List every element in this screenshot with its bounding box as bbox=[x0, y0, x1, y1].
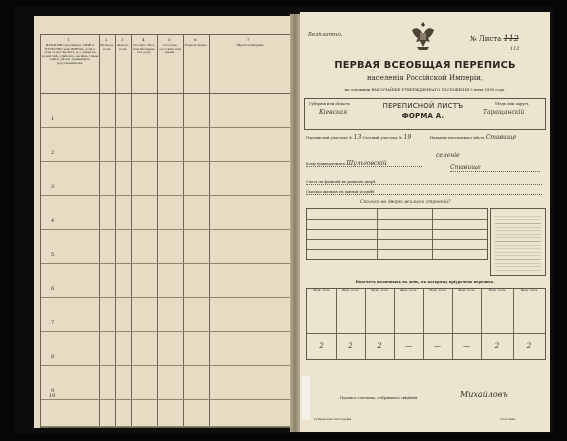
table-row bbox=[41, 252, 291, 264]
row-number: 8 bbox=[51, 354, 55, 360]
summary-col-header: Муж. полъ bbox=[423, 289, 453, 334]
column-label: Вѣроисповѣданіе bbox=[236, 43, 264, 47]
row-number: 2 bbox=[51, 150, 55, 156]
column-label: Родной языкъ. bbox=[184, 43, 208, 47]
section-value: 19 bbox=[403, 134, 412, 141]
summary-value: 2 bbox=[365, 333, 395, 359]
census-basis: на основаніи ВЫСОЧАЙШЕ УТВЕРЖДЕННАГО ПОЛОЖЕНІЯ 5 іюня 1895 года. bbox=[344, 87, 506, 92]
column-number: 7 bbox=[247, 37, 250, 42]
sheet-number-crossed: 112 bbox=[503, 34, 519, 43]
summary-title: Подсчетъ наличныхъ въ день, къ которому пріурочена перепись. bbox=[355, 280, 495, 284]
sheet-number: 112 bbox=[510, 46, 520, 52]
notes-box bbox=[490, 208, 546, 276]
uezd-value: Таращанскій bbox=[483, 109, 525, 116]
table-row bbox=[41, 116, 291, 128]
form-header-box bbox=[304, 98, 546, 130]
column-divider bbox=[209, 93, 210, 427]
counter-signature: Михайловъ bbox=[460, 390, 508, 399]
table-row bbox=[41, 150, 291, 162]
owner-value: Шульговскій bbox=[346, 160, 387, 167]
column-divider bbox=[183, 93, 184, 427]
summary-value: 2 bbox=[336, 333, 366, 359]
section-label: Счетный участокъ № bbox=[362, 136, 403, 140]
column-divider bbox=[131, 93, 132, 427]
summary-col-header: Жен. полъ bbox=[513, 289, 545, 334]
owner-label: Кому принадлежитъ bbox=[306, 162, 346, 166]
table-row bbox=[41, 320, 291, 332]
table-row bbox=[41, 184, 291, 196]
row-number: 4 bbox=[51, 218, 55, 224]
column-number: 5 bbox=[168, 37, 171, 42]
village-value: Ставище bbox=[450, 164, 540, 172]
summary-value: — bbox=[452, 333, 482, 359]
summary-value: — bbox=[423, 333, 453, 359]
repair-tape bbox=[302, 376, 310, 420]
column-label: Сколько лѣтъ, или мѣсяцевъ отъ роду bbox=[132, 43, 156, 55]
owner-line bbox=[306, 162, 422, 167]
table-header bbox=[41, 35, 291, 94]
uezd-label: Уѣздъ или округъ bbox=[495, 102, 529, 106]
column-label: ФАМИЛІЯ (прозвище), ИМЯ и ОТЧЕСТВО или ИМЕНА, если у отца отчества нѣтъ, а у семьи въ хозяйствѣ, отмѣтить, на вѣкъ главы семьи, дѣтей, домашнихъ, родственниковъ. bbox=[41, 43, 99, 65]
column-divider bbox=[99, 93, 100, 427]
row-number: 6 bbox=[51, 286, 55, 292]
summary-col-header: Жен. полъ bbox=[336, 289, 366, 334]
column-label: Мужеск. пола. bbox=[100, 43, 114, 51]
summary-value: 2 bbox=[526, 342, 532, 350]
row-number: 1 bbox=[51, 116, 55, 122]
settlement-value: Ставище bbox=[485, 134, 517, 141]
summary-table bbox=[306, 288, 546, 360]
table-row bbox=[41, 393, 291, 427]
column-number: 3 bbox=[121, 37, 124, 42]
summary-value: 2 bbox=[307, 333, 337, 359]
row-number: 7 bbox=[51, 320, 55, 326]
house-line: Сколько жилыхъ въ данной усадьбѣ bbox=[306, 190, 542, 195]
census-subtitle: населенія Россійской Имперіи, bbox=[366, 74, 484, 82]
column-number: 6 bbox=[194, 37, 197, 42]
header-col-1 bbox=[41, 35, 100, 95]
building-table bbox=[306, 208, 488, 260]
list-question: Сколько во дворѣ жилыхъ строеній? bbox=[360, 200, 451, 205]
table-row bbox=[41, 286, 291, 298]
settlement-line bbox=[430, 136, 546, 140]
gubernia-label: Губернія или область bbox=[309, 102, 350, 106]
column-number: 1 bbox=[67, 37, 70, 42]
column-number: 4 bbox=[142, 37, 145, 42]
gubernia-value: Кіевская bbox=[319, 109, 348, 116]
header-col-6 bbox=[183, 35, 210, 95]
row-number: 9 bbox=[51, 388, 55, 394]
column-number: 2 bbox=[105, 37, 108, 42]
imperial-eagle-emblem bbox=[408, 20, 438, 52]
summary-col-header: Жен. полъ bbox=[452, 289, 482, 334]
summary-col-header: Муж. полъ bbox=[481, 289, 514, 334]
header-col-3 bbox=[115, 35, 132, 95]
table-row bbox=[41, 354, 291, 366]
table-row bbox=[41, 218, 291, 230]
census-book bbox=[14, 6, 554, 434]
free-label: Безплатно. bbox=[308, 32, 343, 38]
census-title: ПЕРВАЯ ВСЕОБЩАЯ ПЕРЕПИСЬ bbox=[334, 60, 516, 71]
census-table bbox=[40, 34, 292, 428]
sheet-label: № Листа bbox=[470, 35, 502, 43]
sheet-number-block bbox=[470, 34, 519, 43]
print-footer: Губернская типографія bbox=[314, 417, 352, 421]
district-line bbox=[306, 136, 416, 140]
column-label: Сословіе, состояніе или званіе. bbox=[158, 43, 182, 55]
row-number: 5 bbox=[51, 252, 55, 258]
summary-value: — bbox=[394, 333, 424, 359]
column-divider bbox=[157, 93, 158, 427]
check-line: Счетъ ли фамилій въ данномъ дворѣ bbox=[306, 180, 542, 185]
settlement-type: селеніе bbox=[436, 152, 460, 159]
header-col-5 bbox=[157, 35, 184, 95]
column-divider bbox=[115, 93, 116, 427]
right-page bbox=[300, 12, 550, 432]
form-subtitle: ФОРМА А. bbox=[401, 112, 445, 120]
header-col-7 bbox=[209, 35, 291, 95]
summary-col-header: Муж. полъ bbox=[307, 289, 337, 334]
form-title: ПЕРЕПИСНОЙ ЛИСТЪ bbox=[382, 102, 464, 110]
row-number: 3 bbox=[51, 184, 55, 190]
column-label: Женск. пола. bbox=[117, 43, 129, 51]
summary-col-header: Жен. полъ bbox=[394, 289, 424, 334]
header-col-2 bbox=[99, 35, 116, 95]
row-number: 10 bbox=[49, 393, 56, 399]
left-page bbox=[34, 16, 292, 428]
counter-footer: Счетчикъ bbox=[500, 417, 516, 421]
summary-value: 2 bbox=[481, 333, 514, 359]
settlement-label: Названіе населеннаго мѣста bbox=[430, 136, 485, 140]
district-label: Переписной участокъ № bbox=[306, 136, 353, 140]
district-value: 13 bbox=[353, 134, 362, 141]
summary-col-header: Муж. полъ bbox=[365, 289, 395, 334]
signature-label: Подпись счетчика, собравшаго свѣдѣнія bbox=[340, 396, 418, 400]
header-col-4 bbox=[131, 35, 158, 95]
